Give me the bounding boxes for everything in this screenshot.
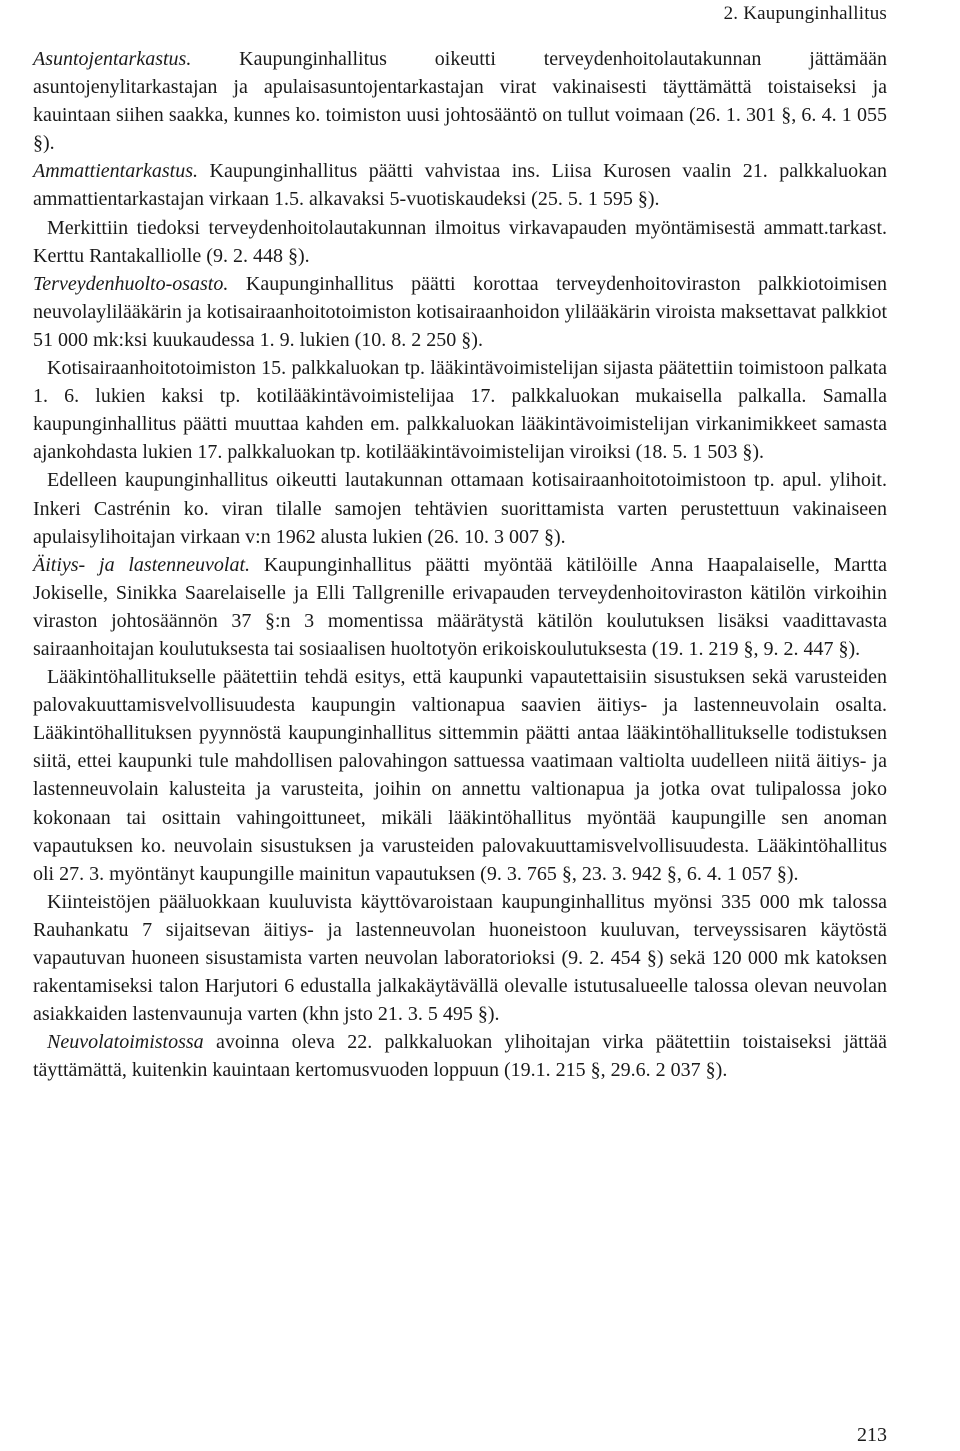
paragraph-asuntojentarkastus <box>33 45 887 157</box>
paragraph-ammattientarkastus <box>33 157 887 213</box>
running-head: 2. Kaupunginhallitus <box>723 3 887 24</box>
paragraph-text: Kaupunginhallitus päätti korottaa terveydenhoitoviraston palkkiotoimisen neuvolaylilääkärin ja kotisairaanhoitotoimiston kotisairaanhoidon ylilääkärin viroista maksettavat palkkiot 51 000 mk:ksi kuukaudessa 1. 9. lukien (10. 8. 2 250 §). <box>33 272 887 351</box>
paragraph-laakintohallitus <box>33 663 887 888</box>
paragraph-kiinteistot <box>33 888 887 1028</box>
body-text <box>33 45 887 1084</box>
paragraph-text: Kaupunginhallitus päätti myöntää kätilöille Anna Haapalaiselle, Martta Jokiselle, Sinikka Saarelaiselle ja Elli Tallgrenille erivapauden terveydenhoitoviraston kätilön virkoihin viraston johtosäännön 37 §:n 3 momentissa määrätystä kätilön koulutuksen lisäksi vaadittavasta sairaanhoitajan koulutuksesta tai sosiaalisen huoltotyön erikoiskoulutuksesta (19. 1. 219 §, 9. 2. 447 §). <box>33 553 888 660</box>
paragraph-neuvolatoimisto <box>33 1028 887 1084</box>
paragraph-text: Kaupunginhallitus oikeutti terveydenhoitolautakunnan jättämään asuntojenylitarkastajan ja apulaisasuntojentarkastajan virat vakinaisesti täyttämättä toistaiseksi ja kauintaan siihen saakka, kunnes ko. toimiston uusi johtosääntö on tullut voimaan (26. 1. 301 §, 6. 4. 1 055 §). <box>33 48 887 155</box>
paragraph-aitiys-neuvolat <box>33 551 887 663</box>
paragraph-text: Kaupunginhallitus päätti vahvistaa ins. Liisa Kurosen vaalin 21. palkkaluokan ammattientarkastajan virkaan 1.5. alkavaksi 5-vuotiskaudeksi (25. 5. 1 595 §). <box>33 160 887 211</box>
paragraph-text: avoinna oleva 22. palkkaluokan ylihoitajan virka päätettiin toistaiseksi jättää täyttämättä, kuitenkin kauintaan kertomusvuoden loppuun (19.1. 215 §, 29.6. 2 037 §). <box>33 1031 887 1082</box>
section-lead: Neuvolatoimistossa <box>47 1031 204 1054</box>
page-number: 213 <box>857 1424 887 1446</box>
section-lead: Ammattientarkastus. <box>33 160 198 183</box>
paragraph-kotisairaanhoito <box>33 354 887 466</box>
paragraph-text: Merkittiin tiedoksi terveydenhoitolautakunnan ilmoitus virkavapauden myöntämisestä ammatt.tarkast. Kerttu Rantakalliolle (9. 2. 448 §). <box>33 216 887 267</box>
paragraph-text: Kotisairaanhoitotoimiston 15. palkkaluokan tp. lääkintävoimistelijan sijasta päätettiin toimistoon palkata 1. 6. lukien kaksi tp. kotilääkintävoimistelijaa 17. palkkaluokan mukaisella palkalla. Samalla kaupunginhallitus päätti muuttaa kahden em. palkkaluokan lääkintävoimistelijan virkanimikkeet samasta ajankohdasta lukien 17. palkkaluokan tp. kotilääkintävoimistelijan viroiksi (18. 5. 1 503 §). <box>33 357 887 464</box>
paragraph-text: Edelleen kaupunginhallitus oikeutti lautakunnan ottamaan kotisairaanhoitotoimistoon tp. apul. ylihoit. Inkeri Castrénin ko. viran tilalle samojen tehtävien suorittamista varten perustettuun vakinaiseen apulaisylihoitajan virkaan v:n 1962 alusta lukien (26. 10. 3 007 §). <box>33 469 887 548</box>
section-lead: Asuntojentarkastus. <box>33 48 192 70</box>
paragraph-edelleen <box>33 466 887 550</box>
section-lead: Äitiys- ja lastenneuvolat. <box>33 553 251 576</box>
paragraph-text: Kiinteistöjen pääluokkaan kuuluvista käyttövaroistaan kaupunginhallitus myönsi 335 000 mk talossa Rauhankatu 7 sijaitsevan äitiys- ja lastenneuvolan huoneistoon kuuluvan, terveyssisaren käytöstä vapautuvan huoneen sisustamista varten neuvolan laboratorioksi (9. 2. 454 §) sekä 120 000 mk katoksen rakentamiseksi talon Harjutori 6 edustalla jalkakäytävällä olevalle istutusalueelle talossa olevan neuvolan asiakkaiden lastenvaunuja varten (khn jsto 21. 3. 5 495 §). <box>33 890 887 1026</box>
section-lead: Terveydenhuolto-osasto. <box>33 272 229 295</box>
paragraph-text: Lääkintöhallitukselle päätettiin tehdä esitys, että kaupunki vapautettaisiin sisustuksen sekä varusteiden palovakuuttamisvelvollisuudesta kaupungin valtionapua saavien äitiys- ja lastenneuvolain osalta. Lääkintöhallituksen pyynnöstä kaupunginhallitus sittemmin päätti antaa lääkintöhallitukselle todistuksen siitä, ettei kaupunki tule mahdollisen palovahingon sattuessa vaatimaan valtiolta uudelleen niitä äitiys- ja lastenneuvolain kalusteita ja varusteita, joihin on annettu valtionapua ja jotka ovat tulipalossa joko kokonaan tai osittain vahingoittuneet, mikäli lääkintöhallitus myöntää kaupungille sen anoman vapautuksen ko. neuvolain sisustuksen ja varusteiden palovakuuttamisvelvollisuudesta. Lääkintöhallitus oli 27. 3. myöntänyt kaupungille mainitun vapautuksen (9. 3. 765 §, 23. 3. 942 §, 6. 4. 1 057 §). <box>33 666 887 885</box>
paragraph-merkittiin <box>33 214 887 270</box>
paragraph-terveydenhuolto <box>33 270 887 354</box>
